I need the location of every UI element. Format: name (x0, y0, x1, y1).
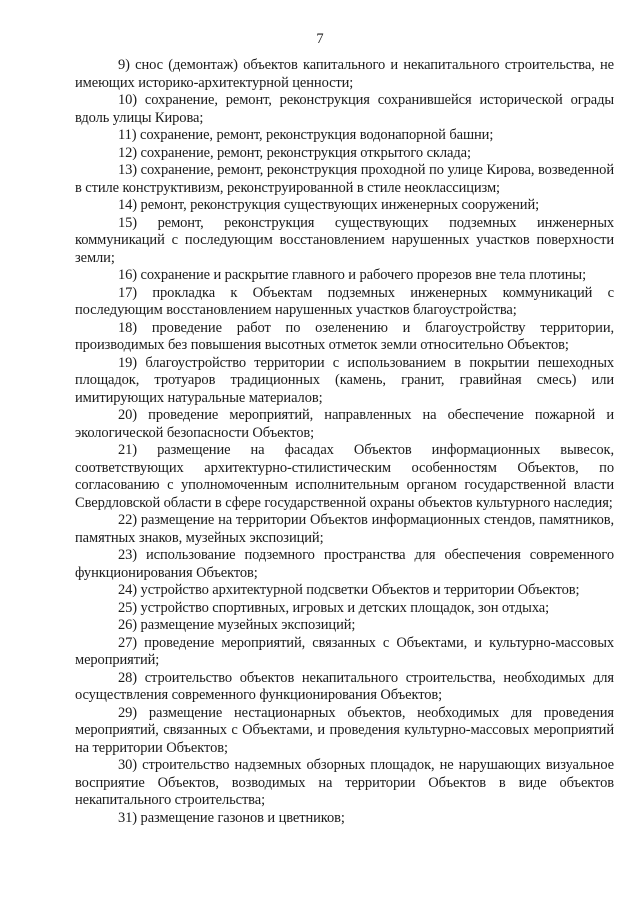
list-item: 25) устройство спортивных, игровых и детских площадок, зон отдыха; (118, 599, 550, 616)
list-item: 30) строительство надземных обзорных площадок, не нарушающих визуальное восприятие Объектов, возводимых на территории Объектов в виде объектов некапитального строительства; (75, 757, 614, 808)
list-item: 24) устройство архитектурной подсветки Объектов и территории Объектов; (118, 582, 580, 598)
list-item: 13) сохранение, ремонт, реконструкция проходной по улице Кирова, возведенной в стиле конструктивизм, реконструированной в стиле неоклассицизм; (75, 162, 614, 196)
list-item: 26) размещение музейных экспозиций; (118, 617, 356, 633)
list-item: 22) размещение на территории Объектов информационных стендов, памятников, памятных знаков, музейных экспозиций; (75, 512, 614, 546)
list-item: 10) сохранение, ремонт, реконструкция сохранившейся исторической ограды вдоль улицы Кирова; (75, 92, 614, 126)
list-item: 17) прокладка к Объектам подземных инженерных коммуникаций с последующим восстановлением нарушенных участков благоустройства; (75, 284, 614, 318)
document-body (75, 57, 614, 827)
list-item: 27) проведение мероприятий, связанных с Объектами, и культурно-массовых мероприятий; (75, 634, 614, 668)
list-item: 12) сохранение, ремонт, реконструкция открытого склада; (118, 144, 471, 161)
list-item: 28) строительство объектов некапитального строительства, необходимых для осуществления современного функционирования Объектов; (75, 669, 614, 703)
list-item: 18) проведение работ по озеленению и благоустройству территории, производимых без повышения высотных отметок земли относительно Объектов; (75, 319, 614, 353)
page-number: 7 (316, 31, 324, 47)
list-item: 19) благоустройство территории с использованием в покрытии пешеходных площадок, тротуаров традиционных (камень, гранит, гравийная смесь) или имитирующих натуральные материалов; (75, 354, 614, 406)
list-item: 29) размещение нестационарных объектов, необходимых для проведения мероприятий, связанных с Объектами, и проведения культурно-массовых мероприятий на территории Объектов; (75, 704, 614, 756)
list-item: 14) ремонт, реконструкция существующих инженерных сооружений; (118, 197, 540, 213)
list-item: 31) размещение газонов и цветников; (118, 809, 345, 826)
list-item: 23) использование подземного пространства для обеспечения современного функционирования Объектов; (75, 547, 614, 581)
list-item: 15) ремонт, реконструкция существующих подземных инженерных коммуникаций с последующим восстановлением нарушенных участков поверхности земли; (75, 214, 614, 266)
list-item: 16) сохранение и раскрытие главного и рабочего прорезов вне тела плотины; (118, 267, 587, 283)
list-item: 11) сохранение, ремонт, реконструкция водонапорной башни; (118, 127, 494, 143)
list-item: 20) проведение мероприятий, направленных на обеспечение пожарной и экологической безопасности Объектов; (75, 407, 614, 441)
list-item: 21) размещение на фасадах Объектов информационных вывесок, соответствующих архитектурно-стилистическим особенностям Объектов, по согласованию с уполномоченным исполнительным органом государственной власти Свердловской области в сфере государственной охраны объектов культурного наследия; (75, 442, 614, 511)
list-item: 9) снос (демонтаж) объектов капитального и некапитального строительства, не имеющих историко-архитектурной ценности; (75, 57, 614, 91)
